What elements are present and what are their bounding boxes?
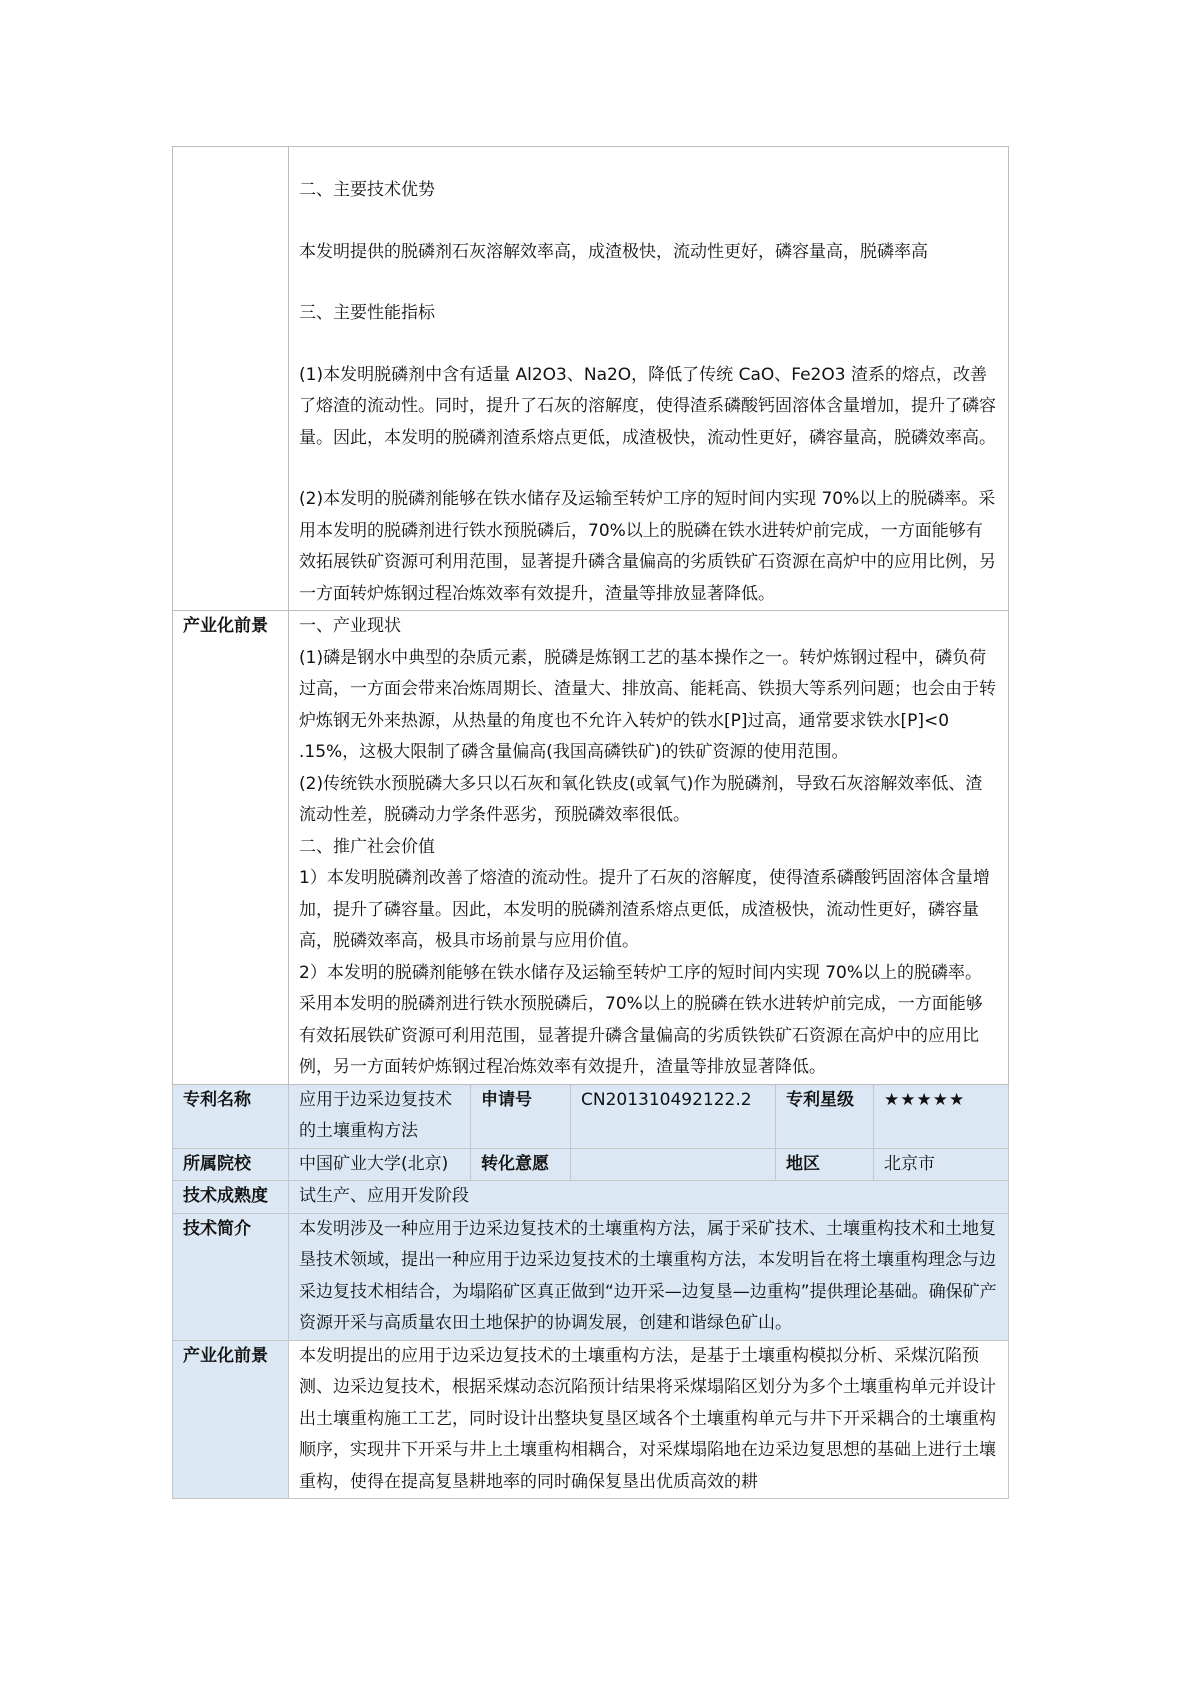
intent-value — [571, 1148, 776, 1181]
patent-star-value: ★★★★★ — [874, 1084, 1009, 1148]
advantages-text: 本发明提供的脱磷剂石灰溶解效率高，成渣极快，流动性更好，磷容量高，脱磷率高 — [299, 241, 928, 262]
patent-prospect-label: 产业化前景 — [173, 1340, 289, 1499]
prospect-row — [173, 611, 1009, 1085]
prospect-line-2: (1)磷是钢水中典型的杂质元素，脱磷是炼钢工艺的基本操作之一。转炉炼钢过程中，磷负荷过高，一方面会带来冶炼周期长、渣量大、排放高、能耗高、铁损大等系列问题；也会由于转炉炼钢无外来热源，从热量的角度也不允许入转炉的铁水[P]过高，通常要求铁水[P]<0 .15%，这极大限制了磷含量偏高(我国高磷铁矿)的铁矿资源的使用范围。 — [299, 647, 996, 762]
advantages-content — [289, 147, 1009, 611]
patent-name-label: 专利名称 — [173, 1084, 289, 1148]
intro-label: 技术简介 — [173, 1213, 289, 1340]
patent-name-value: 应用于边采边复技术的土壤重构方法 — [289, 1084, 471, 1148]
performance-item-2: (2)本发明的脱磷剂能够在铁水储存及运输至转炉工序的短时间内实现 70%以上的脱磷率。采用本发明的脱磷剂进行铁水预脱磷后，70%以上的脱磷在铁水进转炉前完成，一方面能够有效拓展铁矿资源可利用范围，显著提升磷含量偏高的劣质铁矿石资源在高炉中的应用比例，另一方面转炉炼钢过程冶炼效率有效提升，渣量等排放显著降低。 — [299, 489, 996, 604]
patent-name-row — [173, 1084, 1009, 1148]
prospect-content — [289, 611, 1009, 1085]
intro-value: 本发明涉及一种应用于边采边复技术的土壤重构方法，属于采矿技术、土壤重构技术和土地复垦技术领域，提出一种应用于边采边复技术的土壤重构方法，本发明旨在将土壤重构理念与边采边复技术相结合，为塌陷矿区真正做到“边开采—边复垦—边重构”提供理论基础。确保矿产资源开采与高质量农田土地保护的协调发展，创建和谐绿色矿山。 — [289, 1213, 1009, 1340]
school-label: 所属院校 — [173, 1148, 289, 1181]
school-row — [173, 1148, 1009, 1181]
maturity-label: 技术成熟度 — [173, 1181, 289, 1214]
patent-prospect-value: 本发明提出的应用于边采边复技术的土壤重构方法，是基于土壤重构模拟分析、采煤沉陷预测、边采边复技术，根据采煤动态沉陷预计结果将采煤塌陷区划分为多个土壤重构单元并设计出土壤重构施工工艺，同时设计出整块复垦区域各个土壤重构单元与井下开采耦合的土壤重构顺序，实现井下开采与井上土壤重构相耦合，对采煤塌陷地在边采边复思想的基础上进行土壤重构，使得在提高复垦耕地率的同时确保复垦出优质高效的耕 — [289, 1340, 1009, 1499]
prospect-line-6: 2）本发明的脱磷剂能够在铁水储存及运输至转炉工序的短时间内实现 70%以上的脱磷率。采用本发明的脱磷剂进行铁水预脱磷后，70%以上的脱磷在铁水进转炉前完成，一方面能够有效拓展铁矿资源可利用范围，显著提升磷含量偏高的劣质铁铁矿石资源在高炉中的应用比例，另一方面转炉炼钢过程冶炼效率有效提升，渣量等排放显著降低。 — [299, 962, 983, 1077]
document-page — [172, 146, 1008, 1499]
intro-row — [173, 1213, 1009, 1340]
patent-star-label: 专利星级 — [776, 1084, 874, 1148]
empty-label-cell — [173, 147, 289, 611]
advantages-row — [173, 147, 1009, 611]
school-value: 中国矿业大学(北京) — [289, 1148, 471, 1181]
prospect-label: 产业化前景 — [173, 611, 289, 1085]
heading-performance: 三、主要性能指标 — [299, 303, 435, 323]
heading-advantages: 二、主要技术优势 — [299, 180, 435, 200]
region-label: 地区 — [776, 1148, 874, 1181]
maturity-row — [173, 1181, 1009, 1214]
info-table — [172, 146, 1009, 1499]
application-number-value: CN201310492122.2 — [571, 1084, 776, 1148]
prospect-line-5: 1）本发明脱磷剂改善了熔渣的流动性。提升了石灰的溶解度，使得渣系磷酸钙固溶体含量增加，提升了磷容量。因此，本发明的脱磷剂渣系熔点更低，成渣极快，流动性更好，磷容量高，脱磷效率高，极具市场前景与应用价值。 — [299, 868, 990, 951]
prospect-line-4: 二、推广社会价值 — [299, 836, 435, 857]
application-number-label: 申请号 — [471, 1084, 571, 1148]
prospect-line-1: 一、产业现状 — [299, 616, 401, 636]
prospect-line-3: (2)传统铁水预脱磷大多只以石灰和氧化铁皮(或氧气)作为脱磷剂，导致石灰溶解效率低、渣流动性差，脱磷动力学条件恶劣，预脱磷效率很低。 — [299, 773, 983, 825]
intent-label: 转化意愿 — [471, 1148, 571, 1181]
performance-item-1: (1)本发明脱磷剂中含有适量 Al2O3、Na2O，降低了传统 CaO、Fe2O3 渣系的熔点，改善了熔渣的流动性。同时，提升了石灰的溶解度，使得渣系磷酸钙固溶体含量增加，提升了磷容量。因此，本发明的脱磷剂渣系熔点更低，成渣极快，流动性更好，磷容量高，脱磷效率高。 — [299, 364, 996, 448]
region-value: 北京市 — [874, 1148, 1009, 1181]
patent-prospect-row — [173, 1340, 1009, 1499]
maturity-value: 试生产、应用开发阶段 — [289, 1181, 1009, 1214]
